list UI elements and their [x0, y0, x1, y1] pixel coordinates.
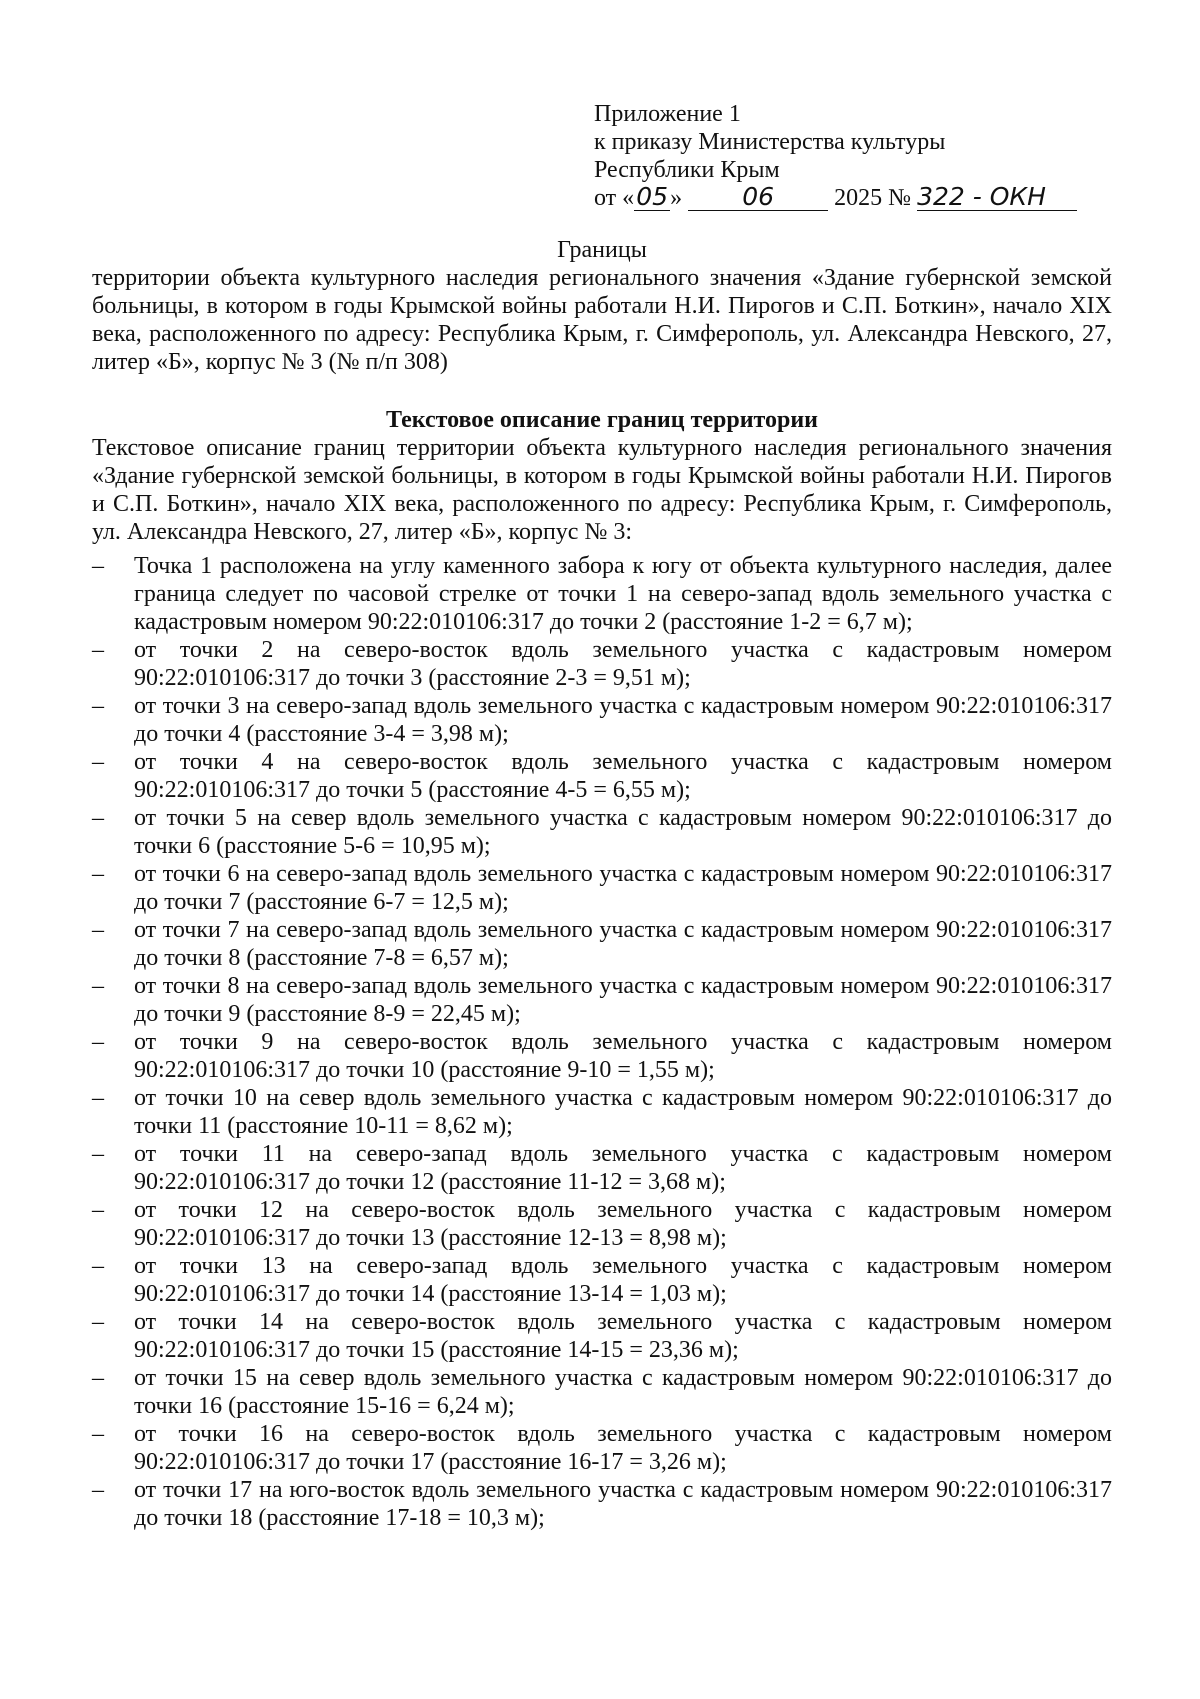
boundary-point-text: от точки 11 на северо-запад вдоль земельного участка с кадастровым номером 90:22:010106:317 до точки 12 (расстояние 11-12 = 3,68 м); [134, 1141, 1112, 1195]
list-bullet: – [92, 917, 104, 943]
list-bullet: – [92, 1197, 104, 1223]
boundary-point-text: от точки 5 на север вдоль земельного участка с кадастровым номером 90:22:010106:317 до точки 6 (расстояние 5-6 = 10,95 м); [134, 805, 1112, 859]
list-bullet: – [92, 693, 104, 719]
section-heading: Текстовое описание границ территории [385, 407, 819, 433]
list-bullet: – [92, 861, 104, 887]
boundary-point-item [92, 1308, 1112, 1364]
order-date-line [594, 184, 1077, 212]
order-month: 06 [688, 184, 828, 211]
boundary-point-text: от точки 9 на северо-восток вдоль земельного участка с кадастровым номером 90:22:010106:317 до точки 10 (расстояние 9-10 = 1,55 м); [134, 1029, 1112, 1083]
boundary-point-text: от точки 7 на северо-запад вдоль земельного участка с кадастровым номером 90:22:010106:317 до точки 8 (расстояние 7-8 = 6,57 м); [134, 917, 1112, 971]
boundary-point-item [92, 1420, 1112, 1476]
title-heading: Границы [557, 237, 647, 263]
boundary-point-text: Точка 1 расположена на углу каменного забора к югу от объекта культурного наследия, далее граница следует по часовой стрелке от точки 1 на северо-запад вдоль земельного участка с кадастровым номером 90:22:010106:317 до точки 2 (расстояние 1-2 = 6,7 м); [134, 553, 1112, 635]
list-bullet: – [92, 1085, 104, 1111]
boundary-point-text: от точки 15 на север вдоль земельного участка с кадастровым номером 90:22:010106:317 до точки 16 (расстояние 15-16 = 6,24 м); [134, 1365, 1112, 1419]
boundary-point-text: от точки 2 на северо-восток вдоль земельного участка с кадастровым номером 90:22:010106:317 до точки 3 (расстояние 2-3 = 9,51 м); [134, 637, 1112, 691]
list-bullet: – [92, 1309, 104, 1335]
order-reference: к приказу Министерства культуры [594, 129, 946, 155]
list-bullet: – [92, 973, 104, 999]
title-body: территории объекта культурного наследия регионального значения «Здание губернской земской больницы, в котором в годы Крымской войны работали Н.И. Пирогов и С.П. Боткин», начало XIX века, расположенного по адресу: Республика Крым, г. Симферополь, ул. Александра Невского, 27, литер «Б», корпус № 3 (№ п/п 308) [92, 265, 1112, 375]
appendix-label: Приложение 1 [594, 101, 741, 127]
date-prefix: от « [594, 185, 635, 211]
year-label: 2025 № [834, 185, 912, 211]
boundary-point-item [92, 1252, 1112, 1308]
boundary-point-item [92, 860, 1112, 916]
boundary-point-item [92, 1476, 1112, 1532]
boundary-point-item [92, 692, 1112, 748]
order-number: 322 - ОКН [917, 184, 1077, 211]
boundary-point-item [92, 1084, 1112, 1140]
boundary-point-text: от точки 12 на северо-восток вдоль земельного участка с кадастровым номером 90:22:010106:317 до точки 13 (расстояние 12-13 = 8,98 м); [134, 1197, 1112, 1251]
boundary-point-text: от точки 17 на юго-восток вдоль земельного участка с кадастровым номером 90:22:010106:317 до точки 18 (расстояние 17-18 = 10,3 м); [134, 1477, 1112, 1531]
boundary-point-item [92, 972, 1112, 1028]
section-intro: Текстовое описание границ территории объекта культурного наследия регионального значения «Здание губернской земской больницы, в котором в годы Крымской войны работали Н.И. Пирогов и С.П. Боткин», начало XIX века, расположенного по адресу: Республика Крым, г. Симферополь, ул. Александра Невского, 27, литер «Б», корпус № 3: [92, 435, 1112, 545]
list-bullet: – [92, 637, 104, 663]
list-bullet: – [92, 749, 104, 775]
boundary-point-text: от точки 14 на северо-восток вдоль земельного участка с кадастровым номером 90:22:010106:317 до точки 15 (расстояние 14-15 = 23,36 м); [134, 1309, 1112, 1363]
list-bullet: – [92, 1477, 104, 1503]
ministry-region: Республики Крым [594, 157, 780, 183]
boundary-point-text: от точки 6 на северо-запад вдоль земельного участка с кадастровым номером 90:22:010106:317 до точки 7 (расстояние 6-7 = 12,5 м); [134, 861, 1112, 915]
boundary-point-item [92, 748, 1112, 804]
order-day: 05 [634, 184, 670, 211]
boundary-point-text: от точки 10 на север вдоль земельного участка с кадастровым номером 90:22:010106:317 до точки 11 (расстояние 10-11 = 8,62 м); [134, 1085, 1112, 1139]
boundary-point-item [92, 1028, 1112, 1084]
boundary-point-item [92, 1364, 1112, 1420]
date-mid: » [670, 185, 683, 211]
list-bullet: – [92, 1365, 104, 1391]
list-bullet: – [92, 1029, 104, 1055]
boundary-point-item [92, 1140, 1112, 1196]
boundary-point-item [92, 916, 1112, 972]
list-bullet: – [92, 553, 104, 579]
boundary-point-text: от точки 4 на северо-восток вдоль земельного участка с кадастровым номером 90:22:010106:317 до точки 5 (расстояние 4-5 = 6,55 м); [134, 749, 1112, 803]
list-bullet: – [92, 1421, 104, 1447]
boundary-point-text: от точки 13 на северо-запад вдоль земельного участка с кадастровым номером 90:22:010106:317 до точки 14 (расстояние 13-14 = 1,03 м); [134, 1253, 1112, 1307]
boundary-point-text: от точки 3 на северо-запад вдоль земельного участка с кадастровым номером 90:22:010106:317 до точки 4 (расстояние 3-4 = 3,98 м); [134, 693, 1112, 747]
list-bullet: – [92, 805, 104, 831]
boundary-point-text: от точки 8 на северо-запад вдоль земельного участка с кадастровым номером 90:22:010106:317 до точки 9 (расстояние 8-9 = 22,45 м); [134, 973, 1112, 1027]
boundary-point-item [92, 1196, 1112, 1252]
boundary-point-item [92, 804, 1112, 860]
list-bullet: – [92, 1253, 104, 1279]
boundary-point-item [92, 552, 1112, 636]
boundary-points-list [92, 552, 1112, 1532]
list-bullet: – [92, 1141, 104, 1167]
boundary-point-text: от точки 16 на северо-восток вдоль земельного участка с кадастровым номером 90:22:010106:317 до точки 17 (расстояние 16-17 = 3,26 м); [134, 1421, 1112, 1475]
boundary-point-item [92, 636, 1112, 692]
